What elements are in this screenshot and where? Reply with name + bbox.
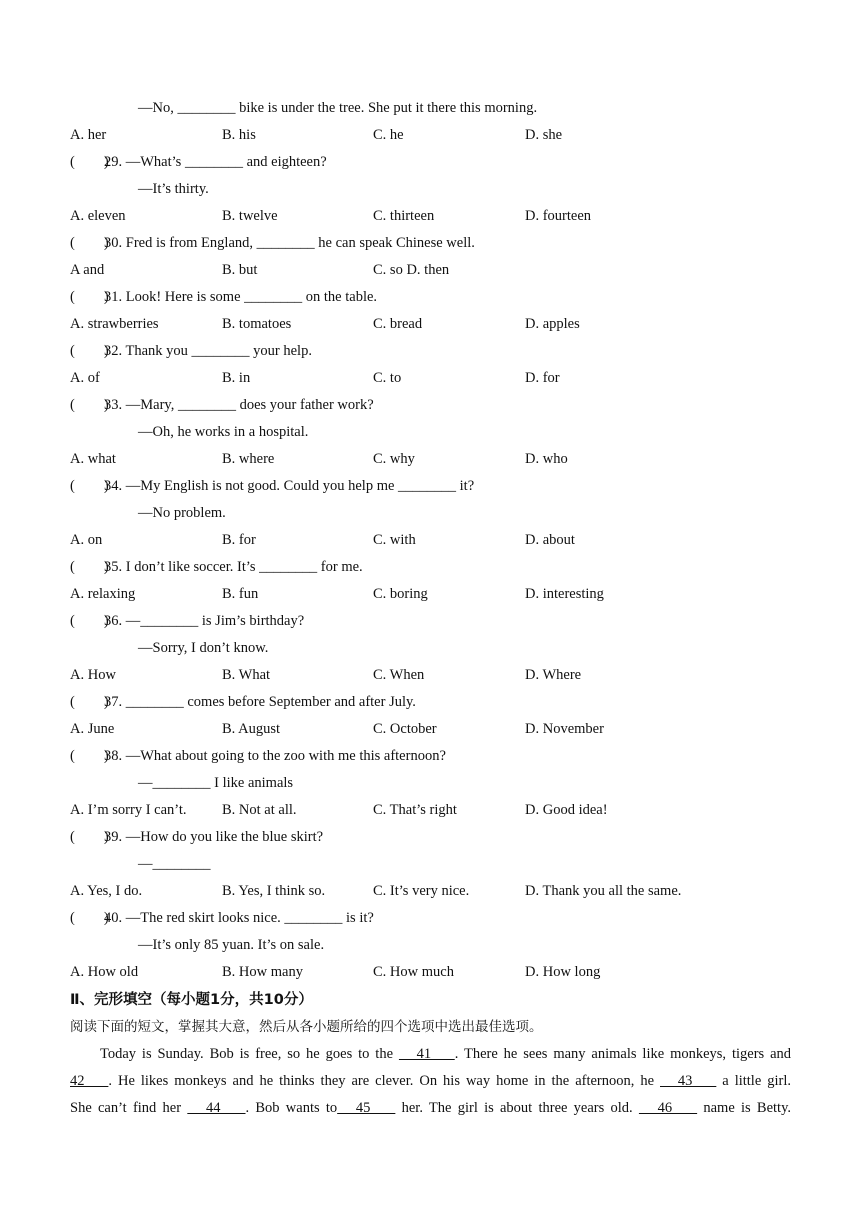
option-b[interactable]: B. What bbox=[222, 667, 271, 683]
blank-43: 43 bbox=[660, 1073, 717, 1089]
option-d[interactable]: D. who bbox=[525, 451, 568, 467]
dialogue-line bbox=[138, 935, 324, 955]
stem-text: —It’s thirty. bbox=[138, 181, 209, 197]
option-c[interactable]: C. why bbox=[373, 451, 415, 467]
option-a[interactable]: A. on bbox=[70, 532, 103, 548]
option-d[interactable]: D. she bbox=[525, 127, 563, 143]
option-d[interactable]: D. interesting bbox=[525, 586, 604, 602]
dialogue-line bbox=[138, 422, 308, 442]
passage-text: a little girl. bbox=[716, 1073, 792, 1089]
passage-text: her. The girl is about three years old. bbox=[395, 1100, 639, 1116]
question-stem bbox=[70, 152, 327, 172]
option-b[interactable]: B. Not at all. bbox=[222, 802, 297, 818]
passage-text: . Bob wants to bbox=[245, 1100, 338, 1116]
question-stem bbox=[138, 98, 537, 118]
question-stem bbox=[70, 476, 474, 496]
option-a[interactable]: A. eleven bbox=[70, 208, 126, 224]
answer-bracket[interactable]: ( ) bbox=[70, 397, 109, 413]
stem-text: —________ bbox=[138, 856, 211, 872]
option-c[interactable]: C. with bbox=[373, 532, 416, 548]
option-d[interactable]: D. Where bbox=[525, 667, 582, 683]
stem-text: 33. —Mary, ________ does your father work? bbox=[104, 397, 374, 413]
dialogue-line bbox=[138, 773, 293, 793]
passage-line-2 bbox=[70, 1071, 791, 1091]
passage-text: Today is Sunday. Bob is free, so he goes to the bbox=[100, 1046, 399, 1062]
passage-text: . There he sees many animals like monkeys, tigers and bbox=[454, 1046, 792, 1062]
blank-41: 41 bbox=[398, 1046, 455, 1062]
blank-44: 44 bbox=[187, 1100, 246, 1116]
option-a[interactable]: A. June bbox=[70, 721, 115, 737]
option-b[interactable]: B. where bbox=[222, 451, 275, 467]
option-b[interactable]: B. tomatoes bbox=[222, 316, 292, 332]
stem-text: —Oh, he works in a hospital. bbox=[138, 424, 309, 440]
option-a[interactable]: A. Yes, I do. bbox=[70, 883, 143, 899]
question-stem bbox=[70, 395, 374, 415]
option-b[interactable]: B. How many bbox=[222, 964, 303, 980]
option-b[interactable]: B. his bbox=[222, 127, 256, 143]
stem-text: 37. ________ comes before September and after July. bbox=[104, 694, 416, 710]
option-a[interactable]: A. her bbox=[70, 127, 107, 143]
question-stem bbox=[70, 557, 363, 577]
option-b[interactable]: B. in bbox=[222, 370, 251, 386]
stem-text: —________ I like animals bbox=[138, 775, 294, 791]
answer-bracket[interactable]: ( ) bbox=[70, 235, 109, 251]
option-c[interactable]: C. That’s right bbox=[373, 802, 457, 818]
dialogue-line bbox=[138, 503, 226, 523]
option-d[interactable]: D. fourteen bbox=[525, 208, 592, 224]
option-a[interactable]: A and bbox=[70, 262, 105, 278]
passage-line-3 bbox=[70, 1098, 791, 1118]
option-a[interactable]: A. of bbox=[70, 370, 100, 386]
question-stem bbox=[70, 341, 312, 361]
option-a[interactable]: A. How bbox=[70, 667, 116, 683]
answer-bracket[interactable]: ( ) bbox=[70, 154, 109, 170]
question-stem bbox=[70, 908, 374, 928]
option-d[interactable]: D. Good idea! bbox=[525, 802, 608, 818]
stem-text: 38. —What about going to the zoo with me this afternoon? bbox=[104, 748, 446, 764]
option-c[interactable]: C. How much bbox=[373, 964, 454, 980]
option-d[interactable]: D. about bbox=[525, 532, 575, 548]
option-c[interactable]: C. so D. then bbox=[373, 262, 450, 278]
option-c[interactable]: C. to bbox=[373, 370, 402, 386]
blank-42: 42 bbox=[70, 1073, 109, 1089]
stem-text: 31. Look! Here is some ________ on the table. bbox=[104, 289, 378, 305]
option-d[interactable]: D. apples bbox=[525, 316, 580, 332]
answer-bracket[interactable]: ( ) bbox=[70, 829, 109, 845]
option-c[interactable]: C. It’s very nice. bbox=[373, 883, 470, 899]
section-instructions: 阅读下面的短文，掌握其大意，然后从各小题所给的四个选项中选出最佳选项。 bbox=[70, 1019, 543, 1035]
dialogue-line bbox=[138, 854, 211, 874]
passage-text: name is Betty. bbox=[697, 1100, 792, 1116]
option-c[interactable]: C. bread bbox=[373, 316, 423, 332]
option-b[interactable]: B. Yes, I think so. bbox=[222, 883, 326, 899]
option-c[interactable]: C. thirteen bbox=[373, 208, 435, 224]
stem-text: —It’s only 85 yuan. It’s on sale. bbox=[138, 937, 325, 953]
option-a[interactable]: A. I’m sorry I can’t. bbox=[70, 802, 187, 818]
stem-text: 30. Fred is from England, ________ he can speak Chinese well. bbox=[104, 235, 475, 251]
option-c[interactable]: C. he bbox=[373, 127, 404, 143]
question-stem bbox=[70, 611, 304, 631]
question-stem bbox=[70, 692, 416, 712]
option-a[interactable]: A. strawberries bbox=[70, 316, 159, 332]
option-b[interactable]: B. twelve bbox=[222, 208, 278, 224]
option-a[interactable]: A. How old bbox=[70, 964, 139, 980]
stem-text: 32. Thank you ________ your help. bbox=[104, 343, 312, 359]
option-c[interactable]: C. When bbox=[373, 667, 425, 683]
stem-text: 39. —How do you like the blue skirt? bbox=[104, 829, 324, 845]
stem-text: —No problem. bbox=[138, 505, 226, 521]
answer-bracket[interactable]: ( ) bbox=[70, 613, 109, 629]
stem-text: 34. —My English is not good. Could you help me ________ it? bbox=[104, 478, 475, 494]
option-a[interactable]: A. relaxing bbox=[70, 586, 136, 602]
passage-text: . He likes monkeys and he thinks they are clever. On his way home in the afternoon, he bbox=[108, 1073, 660, 1089]
dialogue-line bbox=[138, 638, 268, 658]
answer-bracket[interactable]: ( ) bbox=[70, 289, 109, 305]
option-b[interactable]: B. August bbox=[222, 721, 281, 737]
option-d[interactable]: D. November bbox=[525, 721, 604, 737]
option-c[interactable]: C. October bbox=[373, 721, 437, 737]
passage-text: She can’t find her bbox=[70, 1100, 188, 1116]
section-heading: Ⅱ、完形填空（每小题1分，共10分） bbox=[70, 992, 313, 1008]
question-stem bbox=[70, 827, 323, 847]
option-b[interactable]: B. but bbox=[222, 262, 258, 278]
question-stem bbox=[70, 233, 475, 253]
option-c[interactable]: C. boring bbox=[373, 586, 428, 602]
dialogue-line bbox=[138, 179, 209, 199]
answer-bracket[interactable]: ( ) bbox=[70, 694, 109, 710]
option-b[interactable]: B. fun bbox=[222, 586, 259, 602]
option-a[interactable]: A. what bbox=[70, 451, 116, 467]
option-d[interactable]: D. for bbox=[525, 370, 560, 386]
stem-text: 35. I don’t like soccer. It’s ________ for me. bbox=[104, 559, 363, 575]
question-stem bbox=[70, 746, 446, 766]
answer-bracket[interactable]: ( ) bbox=[70, 748, 109, 764]
answer-bracket[interactable]: ( ) bbox=[70, 910, 109, 926]
option-b[interactable]: B. for bbox=[222, 532, 256, 548]
stem-text: 29. —What’s ________ and eighteen? bbox=[104, 154, 327, 170]
blank-45: 45 bbox=[337, 1100, 396, 1116]
question-stem bbox=[70, 287, 377, 307]
option-d[interactable]: D. Thank you all the same. bbox=[525, 883, 682, 899]
stem-text: 36. —________ is Jim’s birthday? bbox=[104, 613, 305, 629]
option-d[interactable]: D. How long bbox=[525, 964, 601, 980]
stem-text: 40. —The red skirt looks nice. ________ is it? bbox=[104, 910, 374, 926]
answer-bracket[interactable]: ( ) bbox=[70, 559, 109, 575]
answer-bracket[interactable]: ( ) bbox=[70, 343, 109, 359]
blank-46: 46 bbox=[638, 1100, 698, 1116]
answer-bracket[interactable]: ( ) bbox=[70, 478, 109, 494]
stem-text: —No, ________ bike is under the tree. She put it there this morning. bbox=[138, 100, 538, 116]
stem-text: —Sorry, I don’t know. bbox=[138, 640, 269, 656]
passage-line-1 bbox=[70, 1044, 791, 1064]
